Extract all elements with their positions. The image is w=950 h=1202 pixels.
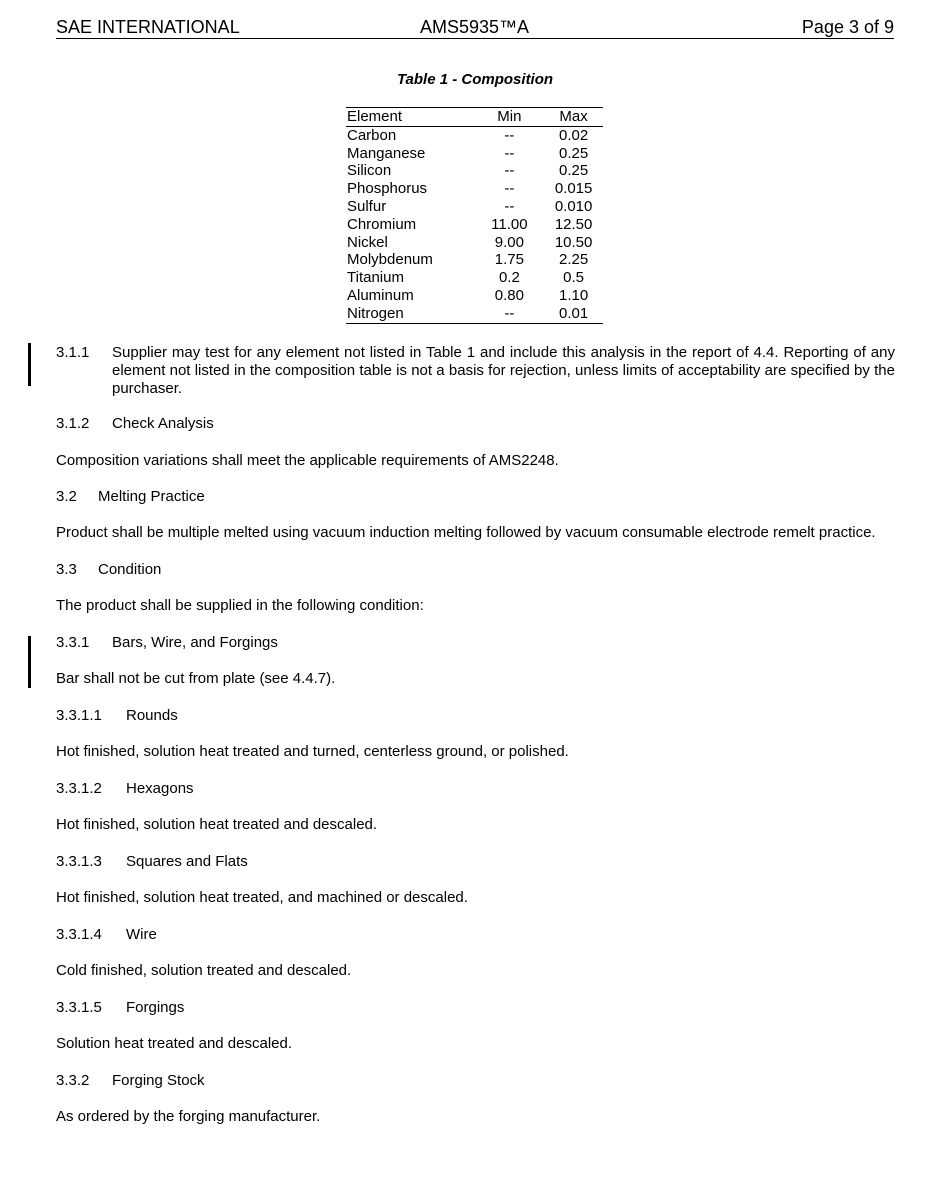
revision-change-bar [28,343,31,386]
max-cell: 12.50 [554,215,593,233]
table-title: Table 1 - Composition [396,71,554,88]
max-cell: 0.5 [563,269,585,287]
min-cell: -- [504,126,515,144]
section-3-1-2-body: Composition variations shall meet the applicable requirements of AMS2248. [56,452,559,469]
section-3-3-1-2-heading [56,780,896,798]
max-cell: 0.01 [544,305,603,323]
section-title: Wire [126,926,157,943]
column-header: Element [346,108,475,127]
table-row [346,287,603,305]
section-3-3-1-4-body: Cold finished, solution treated and descaled. [56,962,352,979]
section-number: 3.1.1 [56,344,90,361]
table-row [346,126,603,144]
min-cell: -- [504,162,515,180]
section-title: Melting Practice [98,488,205,505]
section-title: Forgings [126,999,185,1016]
section-3-3-1-heading [56,634,896,652]
max-cell: 0.25 [559,162,589,180]
table-row [346,162,603,180]
element-cell: Molybdenum [347,251,433,269]
element-cell: Titanium [347,269,404,287]
header-page-number: Page 3 of 9 [801,17,894,37]
table-row [346,216,603,234]
table-row [346,234,603,252]
section-number: 3.2 [56,488,77,505]
section-3-3-body: The product shall be supplied in the following condition: [56,597,424,614]
table-row [346,198,603,216]
composition-table [346,107,603,324]
element-cell: Aluminum [347,286,414,304]
section-3-3-1-5-body: Solution heat treated and descaled. [56,1035,293,1052]
section-number: 3.3.1 [56,634,90,651]
section-number: 3.1.2 [56,415,90,432]
section-title: Forging Stock [112,1072,205,1089]
section-3-3-1-1-heading [56,707,896,725]
section-3-3-1-3-body: Hot finished, solution heat treated, and machined or descaled. [56,889,468,906]
section-3-3-1-5-heading [56,999,896,1017]
max-cell: 2.25 [559,251,589,269]
section-3-3-heading [56,561,896,579]
section-3-3-2-heading [56,1072,896,1090]
section-3-3-1-body: Bar shall not be cut from plate (see 4.4.7). [56,670,336,687]
section-3-3-1-3-heading [56,853,896,871]
section-number: 3.3.1.2 [56,780,102,797]
section-title: Check Analysis [112,415,214,432]
element-cell: Carbon [347,126,397,144]
table-row [346,269,603,287]
element-cell: Silicon [347,162,392,180]
header-doc-number: AMS5935™A [420,17,530,37]
element-cell: Chromium [347,215,417,233]
section-number: 3.3 [56,561,77,578]
max-cell: 10.50 [554,233,593,251]
element-cell: Phosphorus [347,180,428,198]
section-number: 3.3.1.3 [56,853,102,870]
min-cell: 11.00 [491,215,528,233]
element-cell: Nickel [347,233,388,251]
section-3-3-1-1-body: Hot finished, solution heat treated and turned, centerless ground, or polished. [56,743,569,760]
section-number: 3.3.1.4 [56,926,102,943]
section-3-3-1-4-heading [56,926,896,944]
section-number: 3.3.2 [56,1072,90,1089]
section-title: Condition [98,561,162,578]
section-text: Supplier may test for any element not listed in Table 1 and include this analysis in the report of 4.4. Reporting of any element not listed in the composition table is not a basis for rejection, unless limits of acceptability are specified by the purchaser. [112,344,895,397]
min-cell: 0.80 [494,286,524,304]
min-cell: -- [504,144,515,162]
element-cell: Manganese [347,144,426,162]
section-3-2-heading [56,488,896,506]
table-row [346,145,603,163]
section-title: Bars, Wire, and Forgings [112,634,278,651]
section-3-3-2-body: As ordered by the forging manufacturer. [56,1108,321,1125]
column-header: Max [544,108,603,127]
header-org: SAE INTERNATIONAL [56,17,240,37]
max-cell: 0.015 [554,180,593,198]
max-cell: 0.010 [554,197,593,215]
revision-change-bar [28,636,31,688]
min-cell: 1.75 [494,251,524,269]
section-3-3-1-2-body: Hot finished, solution heat treated and descaled. [56,816,378,833]
max-cell: 0.25 [559,144,589,162]
section-title: Squares and Flats [126,853,248,870]
min-cell: 0.2 [498,269,520,287]
section-3-2-body: Product shall be multiple melted using vacuum induction melting followed by vacuum consumable electrode remelt practice. [56,524,876,541]
max-cell: 1.10 [559,286,589,304]
element-cell: Nitrogen [346,305,475,323]
table-row [346,180,603,198]
column-header: Min [475,108,545,127]
section-number: 3.3.1.5 [56,999,102,1016]
table-row [346,305,603,323]
table-row [346,251,603,269]
min-cell: -- [504,197,515,215]
min-cell: -- [504,180,515,198]
section-number: 3.3.1.1 [56,707,102,724]
table-header-row [346,108,603,127]
max-cell: 0.02 [559,126,589,144]
min-cell: -- [475,305,545,323]
section-title: Hexagons [126,780,194,797]
section-3-1-2-heading [56,415,896,433]
section-title: Rounds [126,707,178,724]
page-header [56,17,894,39]
element-cell: Sulfur [347,197,387,215]
min-cell: 9.00 [494,233,524,251]
